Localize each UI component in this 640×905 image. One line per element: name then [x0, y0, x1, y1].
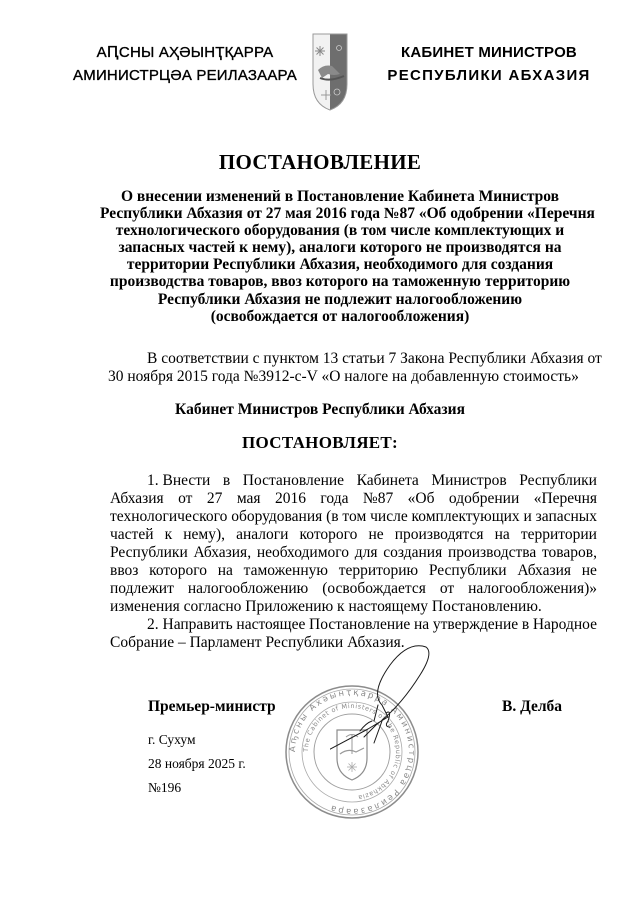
item1-line	[110, 562, 597, 580]
word: 27	[206, 490, 223, 507]
issuer-heading: Кабинет Министров Республики Абхазия	[175, 401, 465, 418]
word: производятся	[394, 526, 484, 543]
preamble	[110, 350, 600, 386]
word: в	[521, 616, 530, 633]
header-abkhaz-title	[72, 41, 298, 87]
subject-line: запасных частей к нему), аналоги которого не производятся на	[118, 239, 562, 257]
signatory-name: В. Делба	[502, 698, 563, 715]
word: (освобождается	[322, 580, 426, 597]
subject-line: О внесении изменений в Постановление Кабинета Министров	[120, 188, 560, 205]
word: необходимого	[256, 544, 349, 561]
word: «Перечня	[533, 490, 597, 507]
word: Постановление	[309, 616, 411, 633]
word: технологического	[110, 508, 228, 525]
header-right-line1: КАБИНЕТ МИНИСТРОВ	[401, 44, 577, 61]
decree-items	[110, 472, 597, 652]
word: Народное	[532, 616, 597, 633]
word: от	[178, 490, 193, 507]
word: нему),	[183, 526, 226, 543]
word: налогообложения)»	[468, 580, 597, 597]
item1-line	[110, 508, 597, 526]
coat-of-arms-icon	[310, 30, 350, 112]
word: года	[320, 490, 349, 507]
subject-line: Республики Абхазия не подлежит налогообложению	[157, 290, 523, 308]
item1-line	[110, 598, 597, 616]
word: таможенную	[243, 562, 328, 579]
subject-line: производства товаров, ввоз которого на таможенную территорию	[109, 273, 571, 291]
word: (в	[326, 508, 339, 525]
word: мая	[236, 490, 261, 507]
document-subject	[100, 188, 595, 325]
word: не	[581, 562, 597, 579]
word: к	[164, 526, 173, 543]
word: Абхазия,	[193, 544, 252, 561]
word: территорию	[338, 562, 419, 579]
word: числе	[370, 508, 408, 525]
word: одобрении	[448, 490, 520, 507]
header-left-line1: АԤСНЫ АҲӘЫНҬҚАРРА	[96, 44, 274, 61]
word: на	[413, 616, 430, 633]
header-left-line2: АМИНИСТРЦӘА РЕИЛАЗААРА	[73, 67, 297, 84]
word: запасных	[535, 508, 597, 525]
word: и	[523, 508, 532, 525]
word: Постановление	[242, 472, 345, 489]
preamble-line: В соответствии с пунктом 13 статьи 7 Закона Республики Абхазия от	[147, 350, 602, 367]
word: изменения согласно Приложению к настоящему Постановлению.	[110, 598, 542, 615]
word: не	[368, 526, 384, 543]
item1-line	[110, 526, 597, 544]
word: ввоз	[110, 562, 139, 579]
word: территории	[520, 526, 597, 543]
handwritten-signature-icon	[330, 645, 440, 755]
word: Республики	[110, 544, 188, 561]
word: товаров,	[541, 544, 597, 561]
word: оборудования	[231, 508, 323, 525]
header-russian-title	[385, 41, 593, 87]
subject-line: территории Республики Абхазия, необходимого для создания	[126, 256, 554, 274]
word: комплектующих	[411, 508, 520, 525]
word: том	[342, 508, 367, 525]
word: 1. Внести	[147, 472, 211, 489]
word: для	[354, 544, 378, 561]
word: на	[217, 562, 233, 579]
document-number: №196	[148, 780, 182, 795]
word: налогообложению	[187, 580, 309, 597]
preamble-line: 30 ноября 2015 года №3912-с-V «О налоге на добавленную стоимость»	[108, 368, 579, 385]
item2-line	[110, 616, 597, 634]
word: которого	[149, 562, 207, 579]
issue-place: г. Сухум	[148, 732, 196, 747]
word: аналоги	[236, 526, 289, 543]
svg-text:Аҧсны Ахәынҭқарра Аминистрцәа: Аҧсны Ахәынҭқарра Аминистрцәа Реилазаара	[287, 687, 417, 817]
word: создания	[383, 544, 443, 561]
item1-line	[110, 544, 597, 562]
word: №87	[362, 490, 394, 507]
item1-line	[110, 490, 597, 508]
signatory-position: Премьер-министр	[148, 698, 276, 715]
word: Республики	[519, 472, 597, 489]
item1-line	[110, 580, 597, 598]
word: Абхазия	[110, 490, 164, 507]
word: «Об	[407, 490, 435, 507]
word: от	[439, 580, 455, 597]
word: Собрание – Парламент Республики Абхазия.	[110, 634, 405, 651]
decrees-heading: ПОСТАНОВЛЯЕТ:	[241, 433, 399, 452]
word: на	[494, 526, 510, 543]
word: Абхазия	[517, 562, 572, 579]
document-title: ПОСТАНОВЛЕНИЕ	[218, 150, 422, 174]
word: Республики	[428, 562, 507, 579]
svg-text:The Cabinet of Ministers of th: The Cabinet of Ministers of the Republic of Abkhazia	[301, 701, 403, 802]
item1-line	[110, 472, 597, 490]
word: Кабинета	[356, 472, 419, 489]
word: 2. Направить	[147, 616, 233, 633]
subject-line: технологического оборудования (в том числе комплектующих и	[115, 222, 565, 240]
word: подлежит	[110, 580, 174, 597]
word: настоящее	[236, 616, 306, 633]
word: производства	[447, 544, 537, 561]
header-right-line2: РЕСПУБЛИКИ АБХАЗИЯ	[387, 67, 591, 84]
subject-line: Республики Абхазия от 27 мая 2016 года №87 «Об одобрении «Перечня	[100, 205, 595, 223]
word: утверждение	[432, 616, 519, 633]
word: 2016	[274, 490, 306, 507]
word: Министров	[431, 472, 507, 489]
word: которого	[299, 526, 358, 543]
issue-date: 28 ноября 2025 г.	[148, 756, 246, 771]
word: частей	[110, 526, 154, 543]
word: в	[222, 472, 231, 489]
subject-line: (освобождается от налогообложения)	[210, 307, 470, 325]
